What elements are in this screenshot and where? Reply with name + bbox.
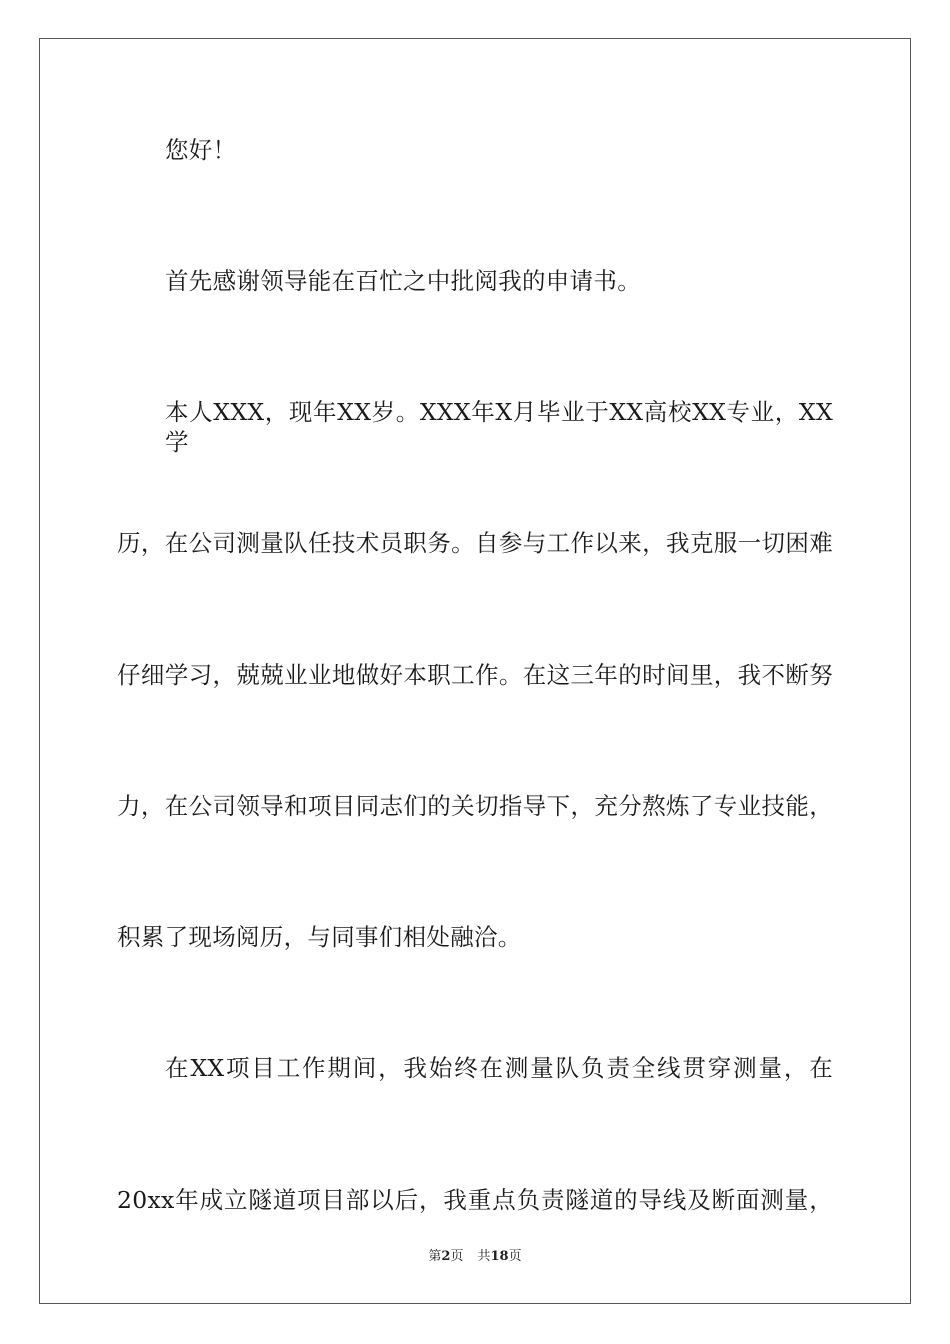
greeting-line: 您好！: [165, 136, 237, 164]
page-prefix: 第: [428, 1249, 442, 1264]
paragraph-line-4: 仔细学习，兢兢业业地做好本职工作。在这三年的时间里，我不断努: [117, 661, 833, 689]
paragraph-line-8: 20xx年成立隧道项目部以后，我重点负责隧道的导线及断面测量，: [117, 1186, 833, 1214]
total-prefix: 共: [477, 1249, 491, 1264]
paragraph-line-3: 历，在公司测量队任技术员职务。自参与工作以来，我克服一切困难: [117, 529, 833, 557]
paragraph-line-7: 在XX项目工作期间，我始终在测量队负责全线贯穿测量，在: [165, 1054, 833, 1082]
page-footer: [0, 1248, 950, 1266]
paragraph-line-1: 首先感谢领导能在百忙之中批阅我的申请书。: [165, 267, 641, 295]
total-suffix: 页: [508, 1249, 522, 1264]
paragraph-line-6: 积累了现场阅历，与同事们相处融洽。: [117, 923, 522, 951]
page-total: 18: [490, 1249, 509, 1264]
paragraph-line-2: 本人XXX，现年XX岁。XXX年X月毕业于XX高校XX专业，XX学: [165, 398, 833, 456]
page-current: 2: [441, 1249, 451, 1264]
page-suffix: 页: [450, 1249, 464, 1264]
paragraph-line-5: 力，在公司领导和项目同志们的关切指导下，充分熬炼了专业技能，: [117, 792, 833, 820]
